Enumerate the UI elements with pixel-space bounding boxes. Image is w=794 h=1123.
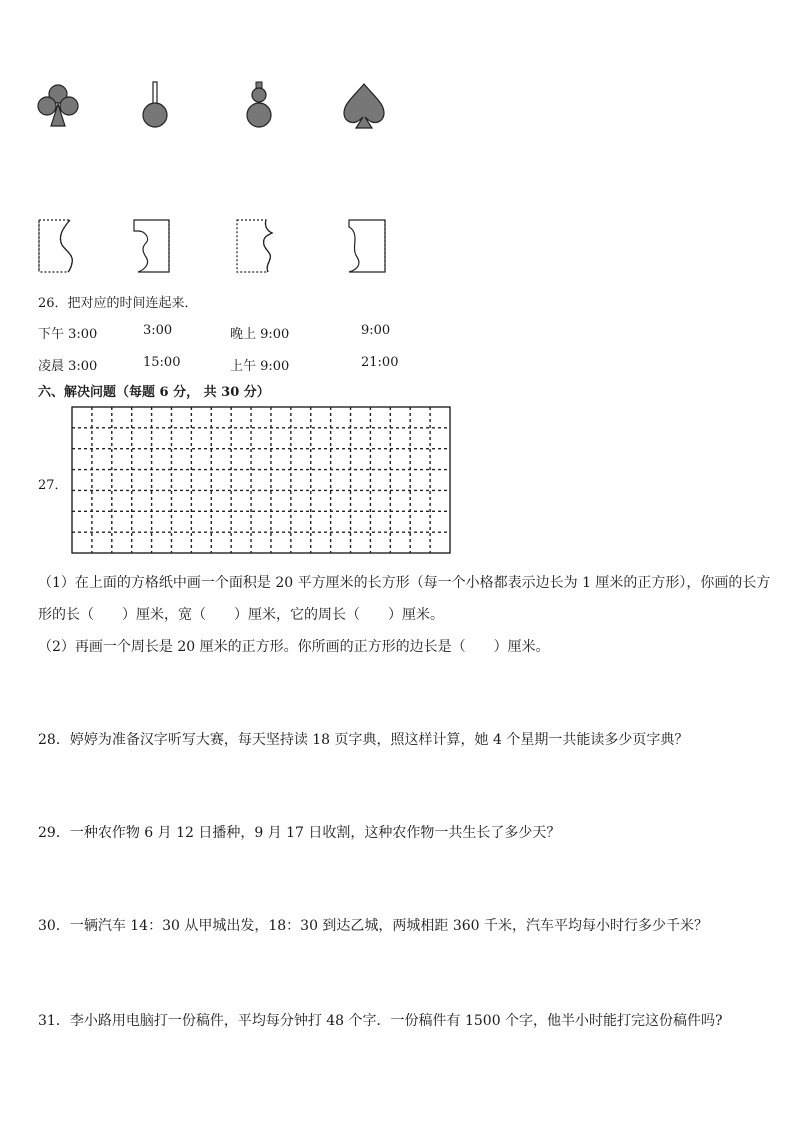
time-left-2: 3:00 (143, 323, 173, 338)
gourd-icon (244, 82, 274, 130)
grid-border (72, 407, 450, 553)
time-right-1: 晚上 9:00 (230, 327, 290, 342)
time-left-3: 凌晨 3:00 (38, 359, 98, 374)
question-29: 29．一种农作物 6 月 12 日播种，9 月 17 日收割，这种农作物一共生长了多少天？ (38, 825, 561, 841)
question-28: 28．婷婷为准备汉字听写大赛，每天坚持读 18 页字典，照这样计算，她 4 个星期一共能读多少页字典？ (38, 732, 689, 748)
square-grid-paper (71, 406, 451, 554)
question-31: 31．李小路用电脑打一份稿件，平均每分钟打 48 个字．一份稿件有 1500 个字，他半小时能打完这份稿件吗? (38, 1013, 723, 1029)
lollipop-shape-icon (140, 80, 170, 130)
half-shape-2 (132, 219, 172, 273)
question-27-part-1-line-2: 形的长（ ）厘米，宽（ ）厘米，它的周长（ ）厘米。 (38, 607, 444, 623)
half-shape-1 (38, 219, 78, 273)
time-right-4: 21:00 (361, 355, 399, 370)
spade-icon (342, 82, 386, 130)
question-26: 26．把对应的时间连起来． (38, 296, 198, 311)
question-27-part-2: （2）再画一个周长是 20 厘米的正方形。你所画的正方形的边长是（ ）厘米。 (38, 639, 550, 655)
time-left-1: 下午 3:00 (38, 327, 98, 342)
time-right-2: 9:00 (361, 323, 391, 338)
question-27-number: 27． (38, 478, 68, 493)
half-shape-3 (236, 219, 278, 273)
time-left-4: 15:00 (143, 355, 181, 370)
section-6-heading: 六、解决问题（每题 6 分， 共 30 分） (38, 385, 270, 400)
question-30: 30．一辆汽车 14：30 从甲城出发，18：30 到达乙城，两城相距 360 千米，汽车平均每小时行多少千米？ (38, 918, 709, 934)
half-shape-4 (345, 219, 387, 273)
time-right-3: 上午 9:00 (230, 359, 290, 374)
club-icon (36, 82, 80, 128)
question-27-part-1-line-1: （1）在上面的方格纸中画一个面积是 20 平方厘米的长方形（每一个小格都表示边长为 1 厘米的正方形），你画的长方 (38, 575, 771, 591)
